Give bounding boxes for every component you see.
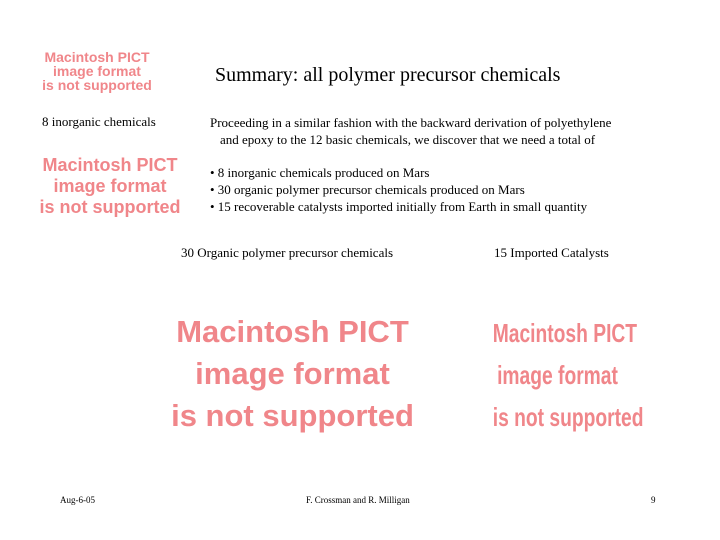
- placeholder-line: is not supported: [492, 402, 644, 432]
- footer-authors: F. Crossman and R. Milligan: [306, 495, 410, 505]
- intro-line-2: and epoxy to the 12 basic chemicals, we discover that we need a total of: [220, 132, 596, 147]
- placeholder-line: is not supported: [39, 197, 181, 217]
- inorganic-chemicals-label: 8 inorganic chemicals: [42, 114, 156, 129]
- list-item: • 15 recoverable catalysts imported initially from Earth in small quantity: [210, 199, 588, 214]
- slide-title: Summary: all polymer precursor chemicals: [215, 64, 561, 86]
- intro-line-1: Proceeding in a similar fashion with the backward derivation of polyethylene: [210, 115, 612, 130]
- bullet-list: [210, 164, 587, 215]
- image-placeholder-center: [140, 311, 445, 437]
- list-item: • 8 inorganic chemicals produced on Mars: [210, 165, 430, 180]
- placeholder-line: is not supported: [42, 77, 152, 93]
- placeholder-line: image format: [53, 176, 167, 196]
- placeholder-line: Macintosh PICT: [176, 314, 409, 349]
- placeholder-line: Macintosh PICT: [42, 155, 178, 175]
- placeholder-line: image format: [497, 360, 618, 390]
- image-placeholder-top-left: [22, 50, 172, 92]
- image-placeholder-right: [470, 312, 645, 438]
- placeholder-line: Macintosh PICT: [492, 318, 638, 348]
- organic-chemicals-label: 30 Organic polymer precursor chemicals: [181, 245, 394, 260]
- placeholder-line: Macintosh PICT: [44, 49, 150, 65]
- footer-date: Aug-6-05: [60, 495, 95, 505]
- image-placeholder-left: [30, 155, 190, 218]
- placeholder-line: image format: [53, 63, 141, 79]
- intro-paragraph: [210, 114, 690, 148]
- list-item: • 30 organic polymer precursor chemicals produced on Mars: [210, 182, 525, 197]
- placeholder-line: image format: [195, 356, 390, 391]
- placeholder-line: is not supported: [171, 398, 414, 433]
- catalysts-label: 15 Imported Catalysts: [494, 245, 609, 260]
- page-number: 9: [651, 495, 656, 505]
